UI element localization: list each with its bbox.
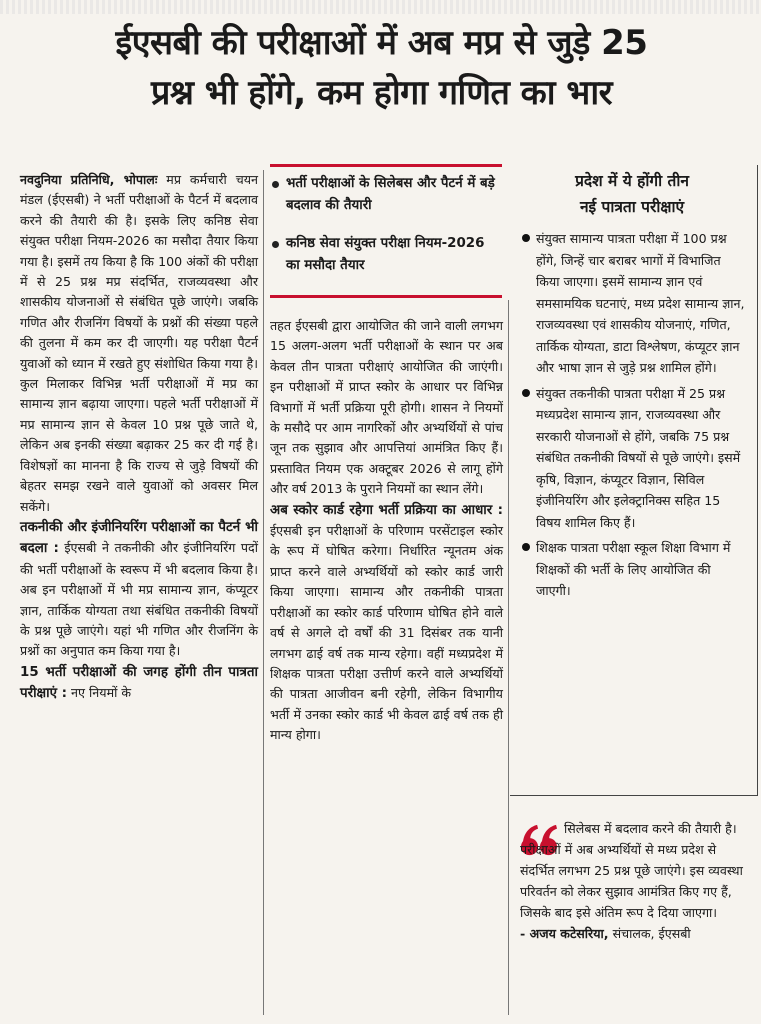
column-divider-2 [508,300,509,1015]
page-top-edge [0,0,761,14]
bullet-icon [522,234,530,242]
column-divider-1 [263,170,264,1015]
bullet-icon [522,389,530,397]
quote-role: संचालक, ईएसबी [608,926,691,941]
col1-para1-text: मप्र कर्मचारी चयन मंडल (ईएसबी) ने भर्ती परीक्षाओं के पैटर्न में बदलाव करने की तैयारी की है। इसके लिए कनिष्ठ सेवा संयुक्त परीक्षा नियम-2026 का मसौदा तैयार किया गया है। इसमें तय किया है कि 100 अंकों की परीक्षा में से 25 प्रश्न मप्र संदर्भित, राजव्यवस्था और शासकीय योजनाओं से संबंधित पूछे जाएंगे। जबकि गणित और रीजनिंग विषयों के प्रश्नों की संख्या पहले की तुलना में कम कर दी जाएगी। यह परीक्षा पैटर्न युवाओं को ध्यान में रखते हुए संशोधित किया गया है। कुल मिलाकर विभिन्न भर्ती परीक्षाओं में मप्र का सामान्य ज्ञान बढ़ाया जाएगा। पहले भर्ती परीक्षाओं में मप्र सामान्य ज्ञान से केवल 10 प्रश्न पूछे जाते थे, लेकिन अब इनकी संख्या बढ़ाकर 25 कर दी गई है। विशेषज्ञों का मानना है कि राज्य से जुड़े विषयों की बेहतर समझ रखने वाले युवाओं को अवसर मिल सकेंगे। [20,172,259,514]
dateline: नवदुनिया प्रतिनिधि, भोपालः [20,172,158,187]
info-box-item-text-3: शिक्षक पात्रता परीक्षा स्कूल शिक्षा विभाग में शिक्षकों की भर्ती के लिए आयोजित की जाएगी। [536,540,731,598]
bullet-icon [272,241,279,248]
info-box-item-3 [522,537,748,602]
col2-paragraph-2 [270,500,503,746]
quote-attribution [520,923,752,944]
info-box-item-text-2: संयुक्त तकनीकी पात्रता परीक्षा में 25 प्रश्न मध्यप्रदेश सामान्य ज्ञान, राजव्यवस्था और सरकारी योजनाओं से होंगे, जबकि 75 प्रश्न संबंधित तकनीकी विषयों से पूछे जाएंगे। इसमें कृषि, विज्ञान, कंप्यूटर विज्ञान, सिविल इंजीनियरिंग और इलेक्ट्रानिक्स सहित 15 विषय शामिल किए हैं। [536,385,741,530]
headline [14,18,749,118]
info-box-item-2 [522,383,748,534]
col1-paragraph-1 [20,170,258,517]
bullet-icon [272,181,279,188]
col1-para2-text: ईएसबी ने तकनीकी और इंजीनियरिंग पदों की भर्ती परीक्षाओं के स्वरूप में भी बदलाव किया है। अब इन परीक्षाओं में भी मप्र सामान्य ज्ञान, कंप्यूटर ज्ञान, तार्किक योग्यता तथा संबंधित तकनीकी विषयों के प्रश्न पूछे जाएंगे। यहां भी गणित और रीजनिंग के प्रश्नों का अनुपात कम किया गया है। [20,540,258,659]
info-box-title-line-1: प्रदेश में ये होंगी तीन [575,172,689,190]
highlight-item-1 [274,173,500,217]
subheading-score-card: अब स्कोर कार्ड रहेगा भर्ती प्रक्रिया का आधार : [270,502,503,518]
info-box-list [522,228,748,602]
headline-line-1: ईएसबी की परीक्षाओं में अब मप्र से जुड़े 25 [115,23,648,63]
quote-text: सिलेबस में बदलाव करने की तैयारी है। परीक्षाओं में अब अभ्यर्थियों से मध्य प्रदेश से संदर्भित लगभग 25 प्रश्न पूछे जाएंगे। इस व्यवस्था परिवर्तन को लेकर सुझाव आमंत्रित किए गए हैं, जिसके बाद इसे अंतिम रूप दे दिया जाएगा। [520,821,743,920]
col1-paragraph-3 [20,662,258,705]
info-box-title-line-2: नई पात्रता परीक्षाएं [579,198,685,216]
highlight-text-1: भर्ती परीक्षाओं के सिलेबस और पैटर्न में बड़े बदलाव की तैयारी [286,176,495,213]
info-box-item-text-1: संयुक्त सामान्य पात्रता परीक्षा में 100 प्रश्न होंगे, जिन्हें चार बराबर भागों में विभाजित किया जाएगा। इसमें सामान्य ज्ञान एवं समसामयिक घटनाएं, मध्य प्रदेश सामान्य ज्ञान, राजव्यवस्था एवं शासकीय योजनाएं, गणित, तार्किक योग्यता, डाटा विश्लेषण, कंप्यूटर ज्ञान और भाषा ज्ञान से जुड़े प्रश्न शामिल होंगे। [536,231,745,375]
highlight-item-2 [274,233,500,277]
article-column-1 [20,170,258,705]
quote-block [520,818,752,944]
subheading-technical-pattern: तकनीकी और इंजीनियरिंग परीक्षाओं का पैटर्न भी बदला : [20,519,258,557]
article-column-2 [270,316,503,746]
quote-author: - अजय कटेसरिया, [520,926,609,941]
col2-para2-text: ईएसबी इन परीक्षाओं के परिणाम परसेंटाइल स्कोर के रूप में घोषित करेगा। निर्धारित न्यूनतम अंक प्राप्त करने वाले अभ्यर्थियों को स्कोर कार्ड जारी किया जाएगा। सामान्य और तकनीकी पात्रता परीक्षाओं का स्कोर कार्ड परिणाम घोषित होने वाले वर्ष से अगले दो वर्षों की 31 दिसंबर तक यानी लगभग ढाई वर्ष तक मान्य रहेगा। वहीं मध्यप्रदेश में शिक्षक पात्रता परीक्षा उत्तीर्ण करने वाले अभ्यर्थियों की पात्रता आजीवन बनी रहेगी, लेकिन विभागीय भर्ती में उनका स्कोर कार्ड भी केवल ढाई वर्ष तक ही मान्य होगा। [270,523,503,743]
col1-paragraph-2 [20,517,258,662]
headline-line-2: प्रश्न भी होंगे, कम होगा गणित का भार [150,73,613,113]
highlight-text-2: कनिष्ठ सेवा संयुक्त परीक्षा नियम-2026 का मसौदा तैयार [286,236,485,273]
col1-para3-text: नए नियमों के [67,685,132,701]
info-box-item-1 [522,228,748,379]
col2-paragraph-1: तहत ईएसबी द्वारा आयोजित की जाने वाली लगभग 15 अलग-अलग भर्ती परीक्षाओं के स्थान पर अब केवल तीन पात्रता परीक्षाएं आयोजित की जाएंगी। इन परीक्षाओं में प्राप्त स्कोर के आधार पर विभिन्न विभागों में भर्ती प्रक्रिया पूरी होगी। शासन ने नियमों के मसौदे पर आम नागरिकों और अभ्यर्थियों से पांच जून तक सुझाव और आपत्तियां आमंत्रित किए हैं। प्रस्तावित नियम एक अक्टूबर 2026 से लागू होंगे और वर्ष 2013 के पुराने नियमों का स्थान लेंगे। [270,318,503,497]
subheading-three-exams: 15 भर्ती परीक्षाओं की जगह होंगी तीन पात्रता परीक्षाएं : [20,664,258,702]
bullet-icon [522,543,530,551]
info-box-title [512,168,752,220]
highlights-box [270,164,502,298]
